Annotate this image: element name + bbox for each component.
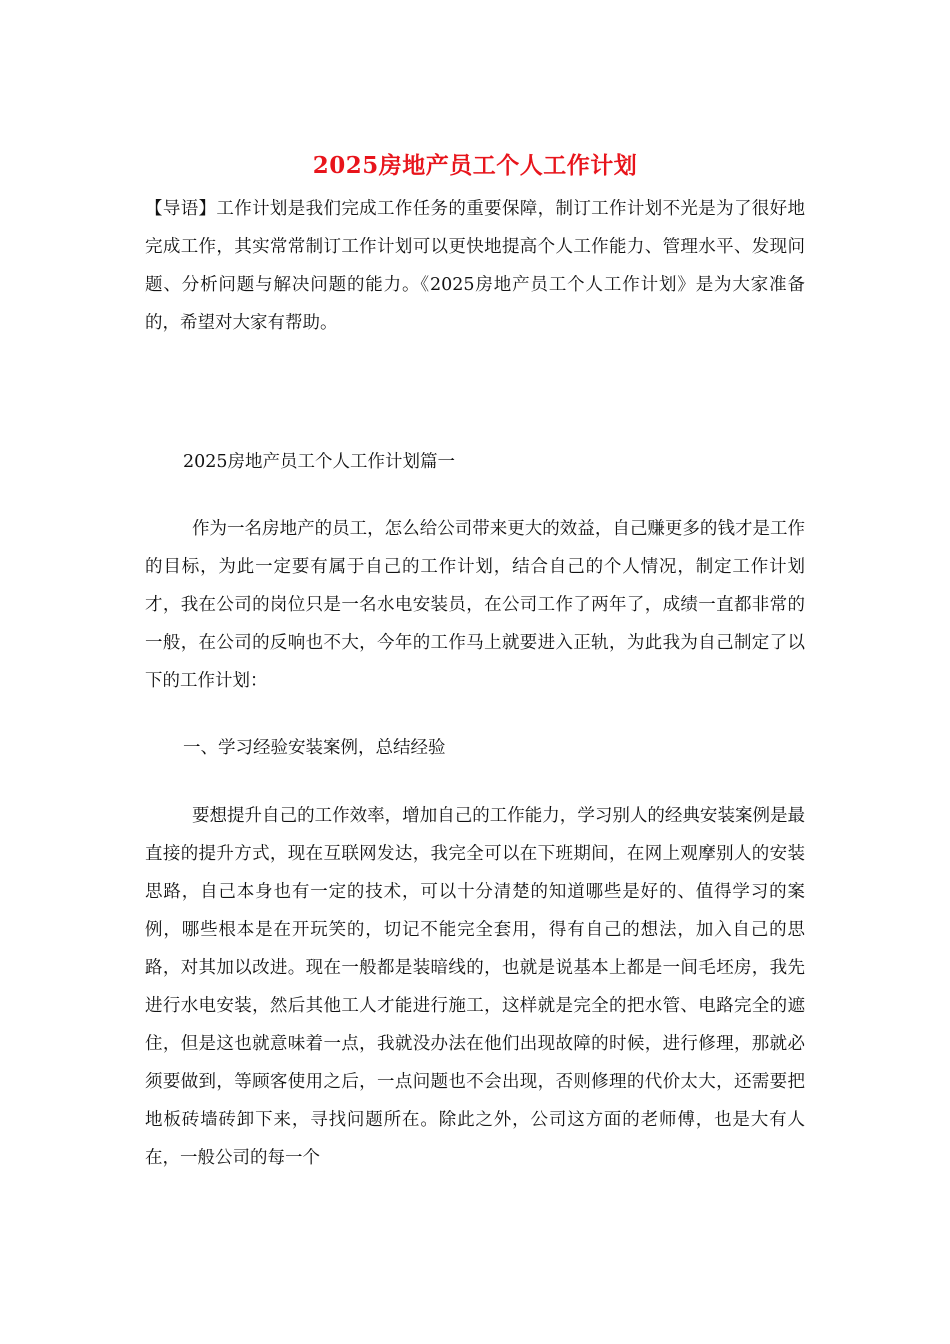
intro-paragraph: 【导语】工作计划是我们完成工作任务的重要保障，制订工作计划不光是为了很好地完成工作，其实常常制订工作计划可以更快地提高个人工作能力、管理水平、发现问题、分析问题与解决问题的能力。《2025房地产员工个人工作计划》是为大家准备的，希望对大家有帮助。 bbox=[145, 199, 805, 333]
document-title: 2025房地产员工个人工作计划 bbox=[312, 152, 638, 179]
section-heading-1: 一、学习经验安装案例，总结经验 bbox=[183, 738, 446, 758]
body-paragraph-2: 要想提升自己的工作效率，增加自己的工作能力，学习别人的经典安装案例是最直接的提升方式，现在互联网发达，我完全可以在下班期间，在网上观摩别人的安装思路，自己本身也有一定的技术，可以十分清楚的知道哪些是好的、值得学习的案例，哪些根本是在开玩笑的，切记不能完全套用，得有自己的想法，加入自己的思路，对其加以改进。现在一般都是装暗线的，也就是说基本上都是一间毛坯房，我先进行水电安装，然后其他工人才能进行施工，这样就是完全的把水管、电路完全的遮住，但是这也就意味着一点，我就没办法在他们出现故障的时候，进行修理，那就必须要做到，等顾客使用之后，一点问题也不会出现，否则修理的代价太大，还需要把地板砖墙砖卸下来，寻找问题所在。除此之外，公司这方面的老师傅，也是大有人在，一般公司的每一个 bbox=[145, 806, 805, 1168]
section-title: 2025房地产员工个人工作计划篇一 bbox=[183, 452, 456, 472]
body-paragraph-1: 作为一名房地产的员工，怎么给公司带来更大的效益，自己赚更多的钱才是工作的目标，为此一定要有属于自己的工作计划，结合自己的个人情况，制定工作计划才，我在公司的岗位只是一名水电安装员，在公司工作了两年了，成绩一直都非常的一般，在公司的反响也不大，今年的工作马上就要进入正轨，为此我为自己制定了以下的工作计划： bbox=[145, 519, 805, 691]
